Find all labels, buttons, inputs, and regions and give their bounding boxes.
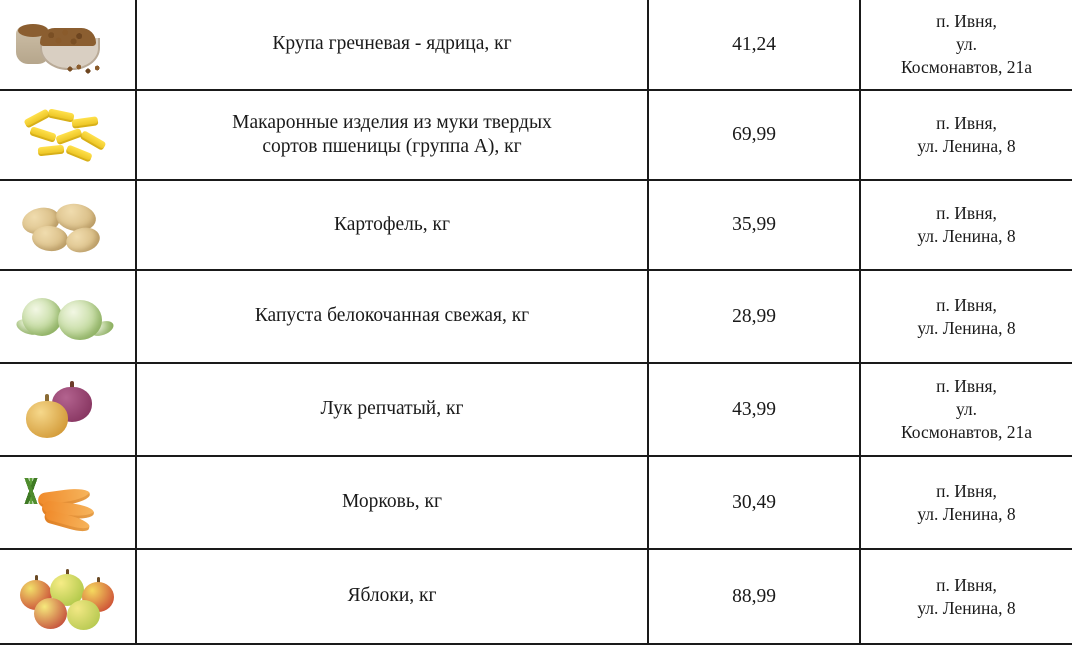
product-address <box>860 180 1072 270</box>
product-price: 35,99 <box>648 180 860 270</box>
product-image-cell <box>0 549 136 644</box>
carrot-photo <box>14 470 122 536</box>
pasta-photo <box>14 102 122 168</box>
product-address <box>860 90 1072 180</box>
apples-photo <box>14 564 122 630</box>
address-line: п. Ивня, <box>936 11 997 32</box>
table-row <box>0 180 1072 270</box>
product-price: 88,99 <box>648 549 860 644</box>
address-line: ул. Ленина, 8 <box>917 597 1016 618</box>
product-name: Картофель, кг <box>136 180 648 270</box>
address-line: п. Ивня, <box>936 480 997 501</box>
product-price: 69,99 <box>648 90 860 180</box>
address-line: ул. Ленина, 8 <box>917 503 1016 524</box>
potato-photo <box>14 192 122 258</box>
onion-photo <box>14 377 122 443</box>
product-image-cell <box>0 363 136 456</box>
product-name: Крупа гречневая - ядрица, кг <box>136 0 648 90</box>
product-address <box>860 270 1072 363</box>
address-line: п. Ивня, <box>936 203 997 224</box>
product-name: Морковь, кг <box>136 456 648 549</box>
product-image-cell <box>0 90 136 180</box>
product-name: Яблоки, кг <box>136 549 648 644</box>
table-row <box>0 456 1072 549</box>
address-line: ул. <box>955 399 978 420</box>
product-address <box>860 549 1072 644</box>
address-line: ул. Ленина, 8 <box>917 317 1016 338</box>
product-name-line: сортов пшеницы (группа А), кг <box>262 136 522 157</box>
product-price: 43,99 <box>648 363 860 456</box>
address-line: ул. <box>955 34 978 55</box>
address-line: п. Ивня, <box>936 376 997 397</box>
product-image-cell <box>0 180 136 270</box>
address-line: Космонавтов, 21а <box>901 56 1032 77</box>
product-image-cell <box>0 270 136 363</box>
table-row <box>0 363 1072 456</box>
white-cabbage-photo <box>14 284 122 350</box>
product-image-cell <box>0 0 136 90</box>
address-line: ул. Ленина, 8 <box>917 226 1016 246</box>
buckwheat-groats-photo <box>14 12 122 78</box>
table-row <box>0 90 1072 180</box>
product-address <box>860 363 1072 456</box>
product-price: 28,99 <box>648 270 860 363</box>
product-name-line: Макаронные изделия из муки твердых <box>232 111 552 133</box>
product-address <box>860 0 1072 90</box>
table-row <box>0 270 1072 363</box>
product-name: Капуста белокочанная свежая, кг <box>136 270 648 363</box>
product-name <box>136 90 648 180</box>
address-line: п. Ивня, <box>936 574 997 595</box>
address-line: ул. Ленина, 8 <box>917 136 1016 156</box>
product-address <box>860 456 1072 549</box>
product-price: 30,49 <box>648 456 860 549</box>
table-row <box>0 549 1072 644</box>
address-line: Космонавтов, 21а <box>901 421 1032 442</box>
product-name: Лук репчатый, кг <box>136 363 648 456</box>
product-image-cell <box>0 456 136 549</box>
address-line: п. Ивня, <box>936 113 997 134</box>
table-row <box>0 0 1072 90</box>
product-price: 41,24 <box>648 0 860 90</box>
address-line: п. Ивня, <box>936 294 997 315</box>
